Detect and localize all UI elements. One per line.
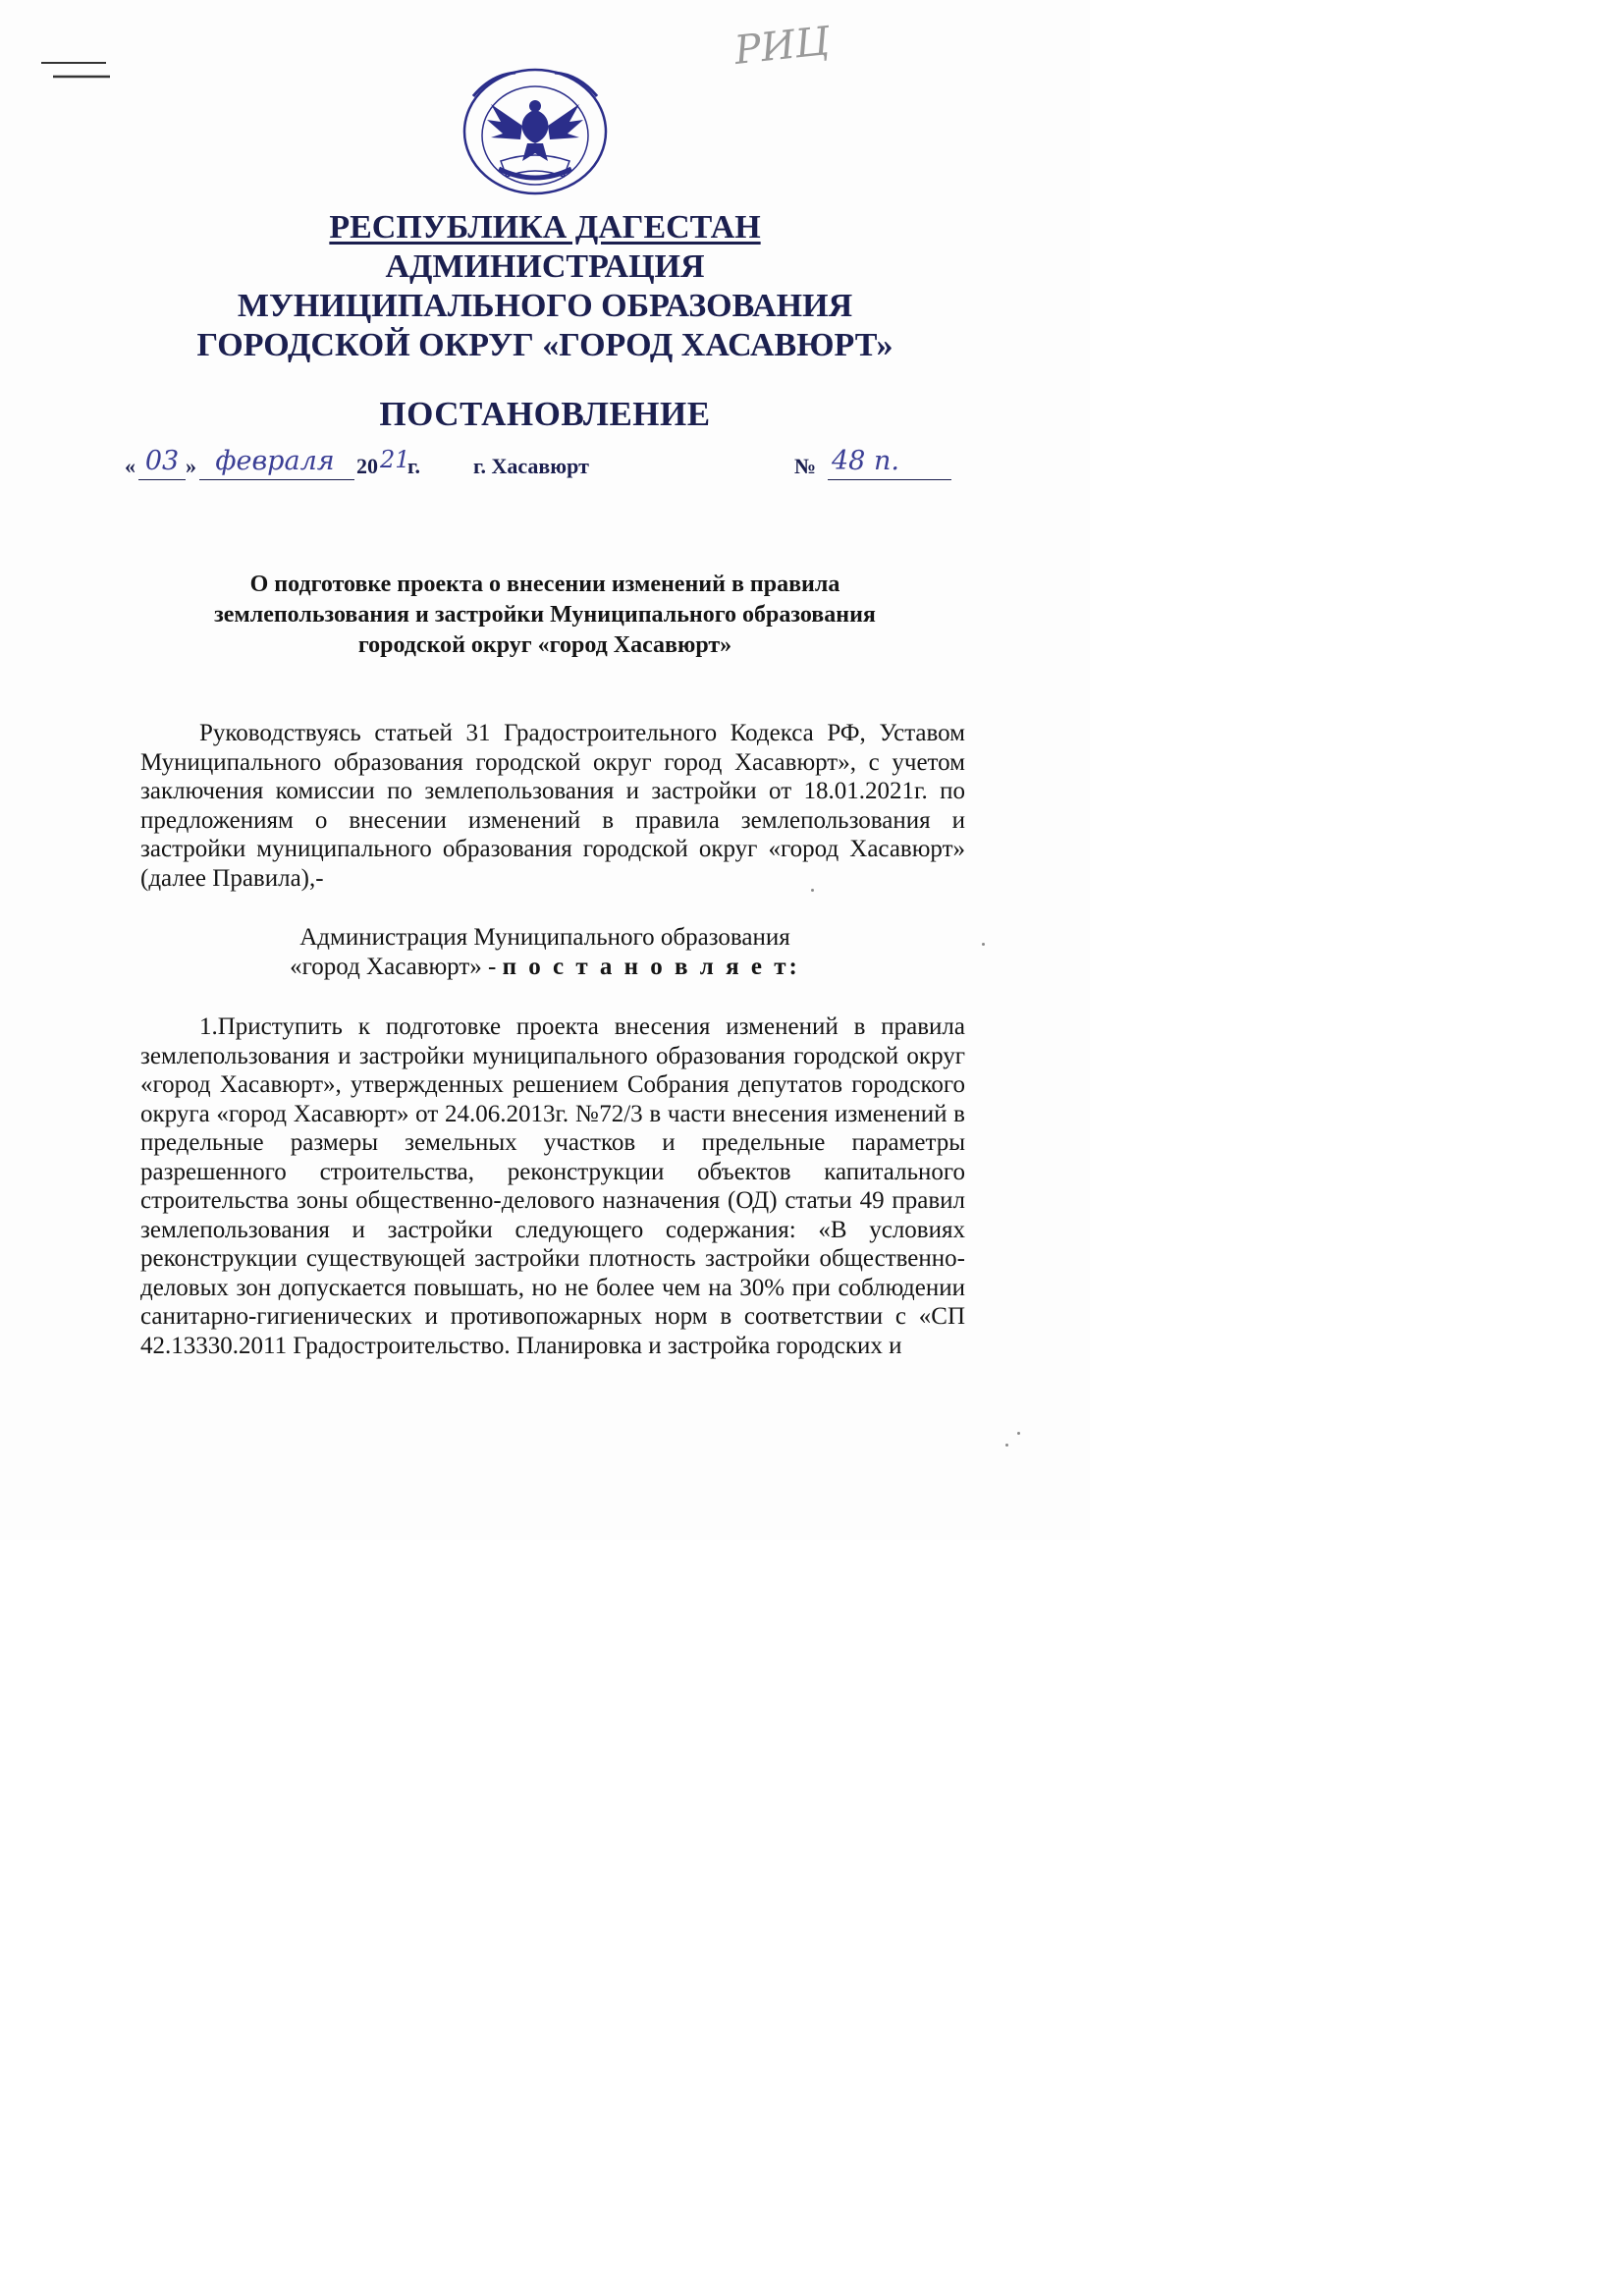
- header-city-district: ГОРОДСКОЙ ОКРУГ «ГОРОД ХАСАВЮРТ»: [196, 327, 893, 363]
- coat-of-arms-eagle-icon: [461, 67, 609, 196]
- subject-line-2: землепользования и застройки Муниципального образования: [214, 602, 876, 628]
- subject-line-1: О подготовке проекта о внесении изменений в правила: [249, 572, 840, 597]
- header-republic: РЕСПУБЛИКА ДАГЕСТАН: [329, 209, 761, 246]
- document-city: г. Хасавюрт: [473, 454, 589, 478]
- date-year-prefix: 20: [356, 454, 378, 478]
- resolution-clause: [118, 923, 972, 982]
- preamble-paragraph: Руководствуясь статьей 31 Градостроительного Кодекса РФ, Уставом Муниципального образования городской округ город Хасавюрт», с учетом заключения комиссии по землепользования и застройки от 18.01.2021г. по предложениям о внесении изменений в правила землепользования и застройки муниципального образования городской округ «город Хасавюрт» (далее Правила),-: [140, 720, 965, 892]
- header-administration: АДМИНИСТРАЦИЯ: [385, 248, 705, 285]
- scan-speck: [811, 889, 814, 892]
- date-month-underline: [199, 479, 354, 480]
- resolution-line-2: [118, 953, 972, 982]
- date-day-handwritten: 03: [144, 446, 180, 476]
- scan-speck: [1017, 1432, 1020, 1435]
- subject-line-3: городской округ «город Хасавюрт»: [357, 632, 732, 658]
- document-type-title: ПОСТАНОВЛЕНИЕ: [379, 395, 711, 433]
- scan-speck: [982, 943, 985, 946]
- date-close-quote: »: [186, 454, 196, 478]
- resolution-line-1: Администрация Муниципального образования: [299, 924, 790, 951]
- document-number-label: №: [794, 454, 817, 478]
- document-subject: [118, 570, 972, 661]
- document-header: [118, 208, 972, 365]
- date-day-underline: [138, 479, 186, 480]
- date-year-handwritten: 21: [380, 446, 410, 473]
- document-page: [0, 0, 1090, 1540]
- item-1-paragraph: 1.Приступить к подготовке проекта внесения изменений в правила землепользования и застройки муниципального образования городской округ «город Хасавюрт», утвержденных решением Собрания депутатов городского округа «город Хасавюрт» от 24.06.2013г. №72/3 в части внесения изменений в предельные размеры земельных участков и предельные параметры разрешенного строительства, реконструкции объектов капитального строительства зоны общественно-делового назначения (ОД) статьи 49 правил землепользования и застройки следующего содержания: «В условиях реконструкции существующей застройки плотность застройки общественно-деловых зон допускается повышать, но не более чем на 30% при соблюдении санитарно-гигиенических и противопожарных норм в соответствии с «СП 42.13330.2011 Градостроительство. Планировка и застройка городских и: [140, 1013, 965, 1359]
- resolution-line-2-prefix: «город Хасавюрт» -: [290, 954, 503, 980]
- document-number-underline: [828, 479, 951, 480]
- handwritten-stamp-note: РИЦ: [731, 19, 832, 74]
- document-number-handwritten: 48 п.: [832, 446, 899, 476]
- date-open-quote: «: [125, 454, 135, 478]
- date-month-handwritten: февраля: [215, 446, 335, 476]
- scan-speck: [1005, 1444, 1008, 1447]
- header-municipal-formation: МУНИЦИПАЛЬНОГО ОБРАЗОВАНИЯ: [237, 288, 853, 324]
- resolution-verb: п о с т а н о в л я е т:: [502, 954, 800, 980]
- date-year-mark: г.: [407, 454, 421, 478]
- date-number-line: [125, 444, 959, 493]
- corner-staple-mark: [41, 55, 110, 84]
